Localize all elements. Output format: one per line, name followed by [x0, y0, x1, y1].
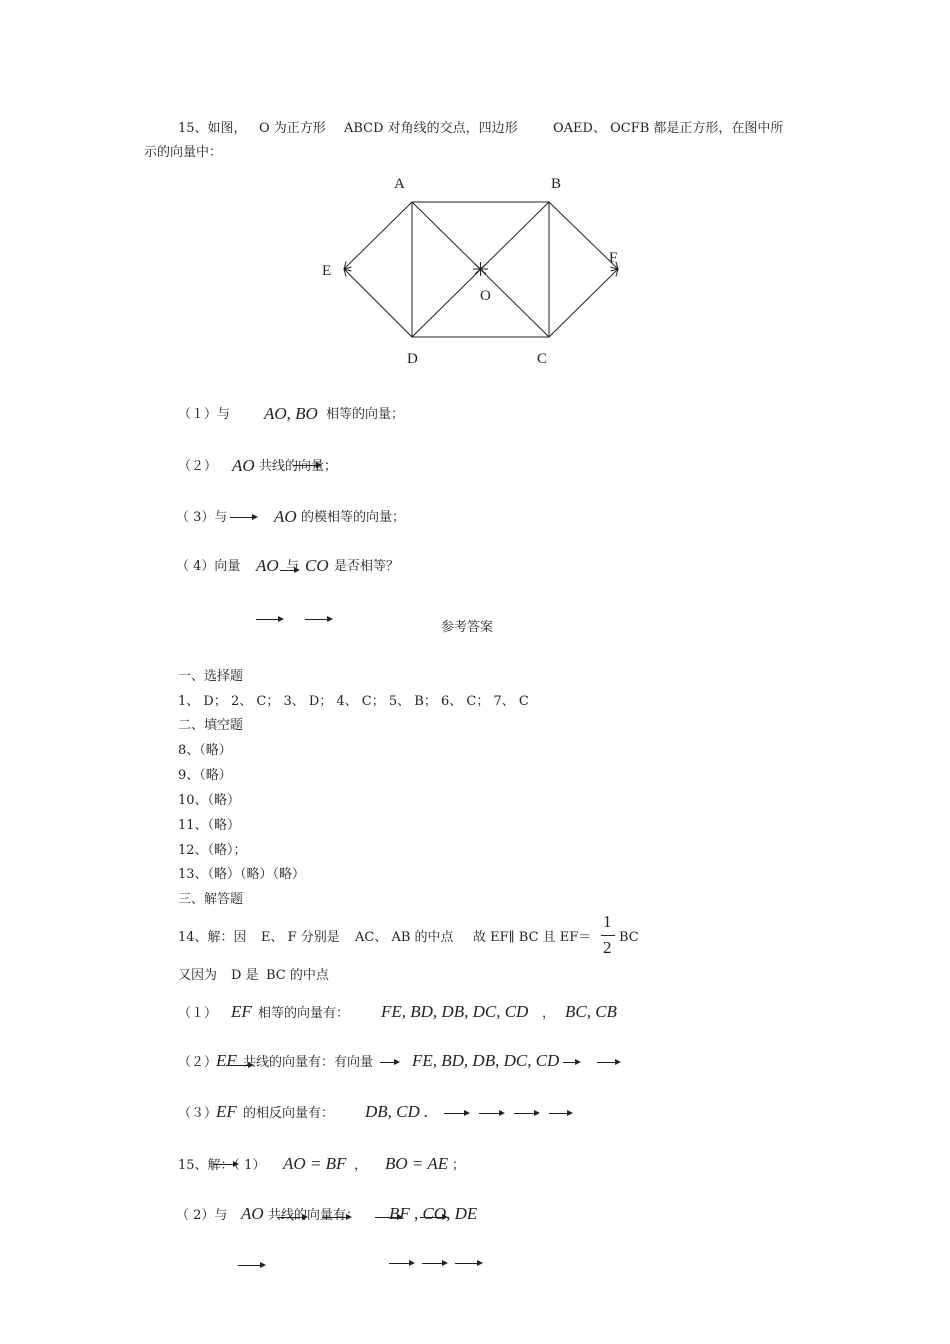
problem15-line1-c: ABCD 对角线的交点，四边形	[344, 121, 518, 136]
a14-p1-sep: ，	[542, 1006, 556, 1021]
a14-p1-math-3: BC, CB	[565, 1002, 617, 1021]
q4-prefix: （ 4）向量	[176, 559, 241, 574]
a14-p3-prefix: （３）	[178, 1106, 218, 1121]
q3-prefix: （ 3）与	[176, 510, 228, 525]
q2-math: AO	[232, 456, 255, 475]
a14-p2-mid: 共线的向量有：有向量	[243, 1055, 374, 1070]
vector-arrow	[514, 1110, 540, 1118]
problem15-line1-a: 15、如图，	[178, 121, 247, 136]
fill-answer-13: 13、（略）（略）（略）	[178, 867, 306, 882]
fill-answer-12: 12、（略）；	[178, 843, 247, 858]
point-label-b: B	[551, 176, 562, 192]
q3-suffix: 的模相等的向量；	[301, 510, 406, 525]
a15-p2-math-2: BF , CO, DE	[389, 1204, 478, 1223]
segment-cf	[549, 269, 618, 337]
answer-heading: 参考答案	[441, 620, 494, 635]
vector-arrow	[280, 567, 300, 575]
section-fill-heading: 二、填空题	[178, 718, 244, 733]
a14-p2-math-1: EF	[216, 1051, 237, 1070]
q1-math: AO, BO	[264, 404, 318, 423]
a14-p3-math-1: EF	[216, 1102, 237, 1121]
fill-answer-9: 9、（略）	[178, 768, 232, 783]
vector-arrow	[278, 1214, 308, 1222]
point-label-c: C	[537, 351, 548, 367]
a14-line1-c: AC、 AB 的中点	[355, 930, 454, 945]
vector-arrow	[305, 616, 333, 624]
segment-de	[344, 269, 412, 337]
q2-prefix: （２）	[178, 459, 218, 474]
fraction-bar	[601, 935, 615, 936]
a15-p2-prefix: （ 2）与	[176, 1208, 228, 1223]
section-choice-heading: 一、选择题	[178, 669, 244, 684]
vector-arrow	[479, 1110, 505, 1118]
point-label-d: D	[407, 351, 418, 367]
point-label-a: A	[394, 176, 405, 192]
fraction-numerator: 1	[603, 912, 612, 931]
fill-answer-10: 10、（略）	[178, 793, 241, 808]
a14-p1-math-2: FE, BD, DB, DC, CD	[381, 1002, 529, 1021]
a14-p2-prefix: （２）	[178, 1055, 218, 1070]
vector-arrow	[422, 1260, 448, 1268]
vector-arrow	[380, 1059, 400, 1067]
vector-arrow	[444, 1110, 470, 1118]
a14-line1-b: E、 F 分别是	[261, 930, 340, 945]
vector-arrow	[563, 1059, 581, 1067]
a14-line1-a: 14、解：因	[178, 930, 247, 945]
vector-arrow	[375, 1214, 403, 1222]
segment-bf	[549, 202, 618, 269]
vector-arrow	[597, 1059, 621, 1067]
q4-math-2: CO	[305, 556, 329, 575]
a15-p1-sep: ，	[354, 1158, 368, 1173]
a14-p1-mid: 相等的向量有：	[258, 1006, 350, 1021]
a14-line1-e: BC	[619, 930, 639, 945]
center-o-marker	[473, 262, 488, 276]
problem15-line1-b: O 为正方形	[259, 121, 326, 136]
vector-arrow	[213, 1161, 239, 1169]
a15-p1-prefix: 15、解：（ 1）	[178, 1158, 266, 1173]
vector-arrow	[238, 1262, 266, 1270]
a14-line2-b: D 是	[231, 968, 259, 983]
a15-p2-math-1: AO	[241, 1204, 264, 1223]
q4-mid: 与	[286, 559, 300, 574]
vector-arrow	[549, 1110, 573, 1118]
section-solve-heading: 三、解答题	[178, 892, 244, 907]
q1-prefix: （１）与	[178, 407, 231, 422]
point-label-o: O	[480, 288, 491, 304]
segment-ae	[344, 202, 412, 269]
problem15-line1-d: OAED、 OCFB 都是正方形，在图中所	[553, 121, 784, 136]
fraction-denominator: 2	[603, 938, 612, 957]
point-label-e: E	[322, 263, 332, 279]
problem15-line2: 示的向量中：	[144, 145, 223, 160]
a15-p1-math-2: BO = AE	[385, 1154, 449, 1173]
a14-p1-math-1: EF	[231, 1002, 252, 1021]
q1-suffix: 相等的向量；	[326, 407, 405, 422]
a14-p2-math-2: FE, BD, DB, DC, CD	[412, 1051, 560, 1070]
a14-line2-c: BC 的中点	[266, 968, 329, 983]
a14-p3-math-2: DB, CD .	[365, 1102, 429, 1121]
q4-math-1: AO	[256, 556, 279, 575]
a14-line2-a: 又因为	[178, 968, 218, 983]
vector-arrow	[420, 1214, 448, 1222]
fill-answer-11: 11、（略）	[178, 818, 241, 833]
fill-answer-8: 8、（略）	[178, 743, 232, 758]
a14-p1-prefix: （１）	[178, 1006, 218, 1021]
vector-arrow	[230, 514, 258, 522]
a14-line1-d: 故 EF∥ BC 且 EF＝	[473, 930, 592, 945]
vector-arrow	[389, 1260, 415, 1268]
q4-suffix: 是否相等？	[334, 559, 400, 574]
q3-math: AO	[274, 507, 297, 526]
vector-arrow	[256, 616, 284, 624]
a15-p1-math-1: AO = BF	[283, 1154, 347, 1173]
a14-p3-mid: 的相反向量有：	[243, 1106, 335, 1121]
a15-p1-end: ；	[452, 1158, 466, 1173]
point-label-f: F	[609, 250, 618, 266]
vector-arrow	[294, 462, 322, 470]
mc-answers: 1、 D； 2、 C； 3、 D； 4、 C； 5、 B； 6、 C； 7、 C	[178, 694, 529, 709]
vector-arrow	[455, 1260, 483, 1268]
q2-suffix: 共线的向量；	[259, 459, 338, 474]
a15-p2-mid: 共线的向量有：	[268, 1208, 360, 1223]
vector-arrow	[322, 1214, 352, 1222]
